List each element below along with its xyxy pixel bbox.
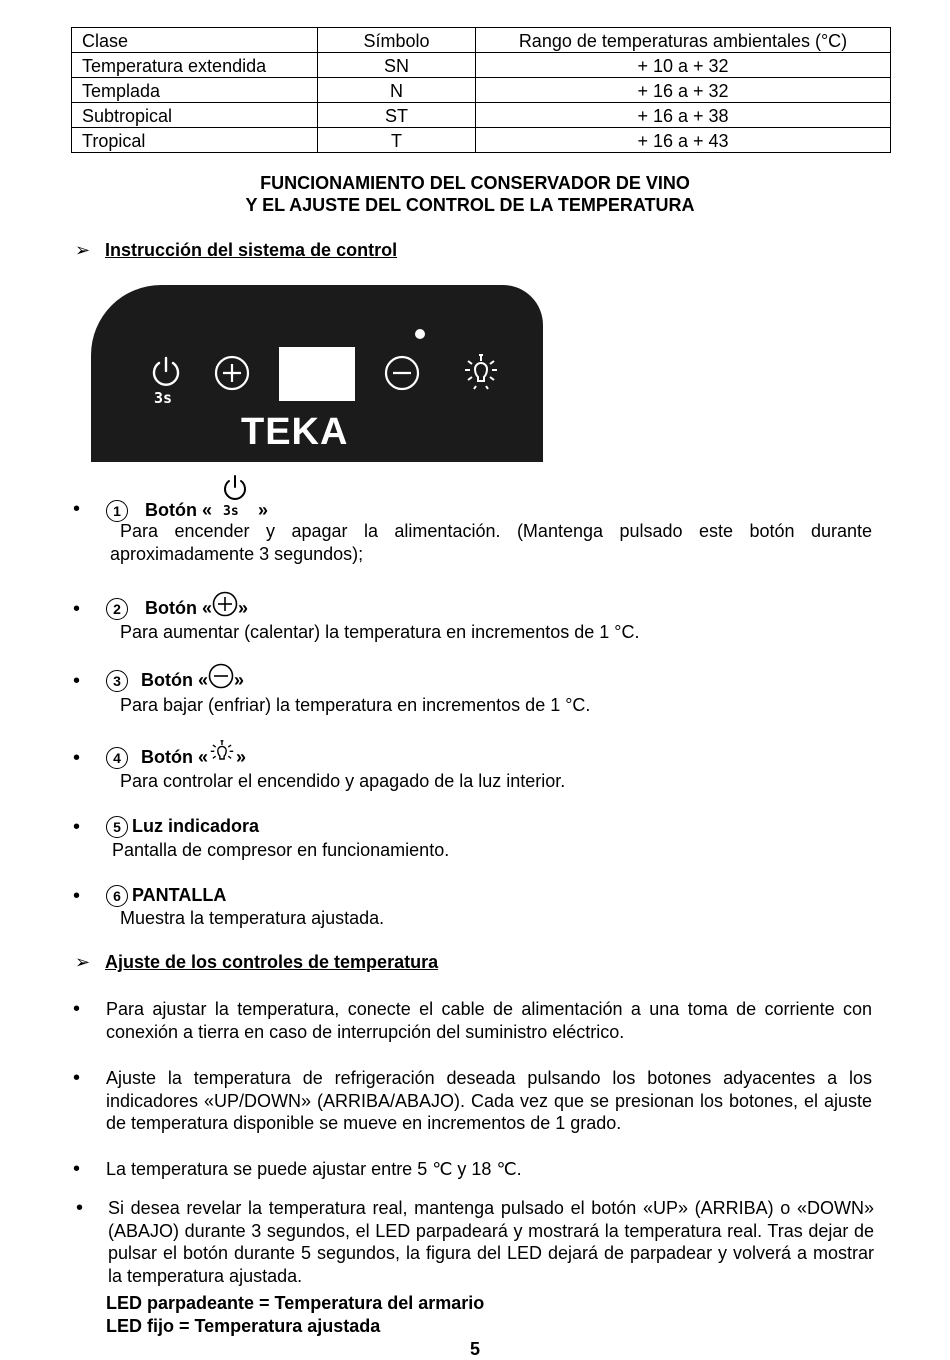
table-cell: Templada (72, 78, 318, 103)
item-description: Para encender y apagar la alimentación. (Mantenga pulsado este botón durante aproximadamente 3 segundos); (110, 521, 872, 564)
bullet-icon: • (76, 1197, 84, 1219)
bullet-icon: • (73, 670, 81, 692)
page-number: 5 (469, 1339, 480, 1359)
list-item-title (106, 816, 259, 838)
item-title-text: Botón « (145, 598, 213, 618)
bullet-icon: • (73, 498, 81, 520)
table-cell: + 10 a + 32 (476, 53, 891, 78)
item-title-suffix: » (234, 670, 245, 690)
item-number: 5 (106, 816, 128, 838)
paragraph: Para ajustar la temperatura, conecte el cable de alimentación a una toma de corriente con conexión a tierra en caso de interrupción del suministro eléctrico. (106, 999, 872, 1042)
item-number: 2 (106, 598, 128, 620)
item-description: Pantalla de compresor en funcionamiento. (112, 840, 450, 860)
display-screen (279, 347, 355, 401)
item-title-text: PANTALLA (132, 885, 227, 905)
table-cell: T (318, 128, 476, 153)
bullet-icon: • (73, 998, 81, 1020)
paragraph: Si desea revelar la temperatura real, mantenga pulsado el botón «UP» (ARRIBA) o «DOWN» (ABAJO) durante 3 segundos, el LED parpadeará y mostrará la temperatura real. Tras dejar de pulsar el botón durante 5 segundos, la figura del LED dejará de parpadear y volverá a mostrar la temperatura ajustada. (108, 1198, 874, 1286)
led-blinking-line: LED parpadeante = Temperatura del armario (106, 1293, 485, 1313)
item-title-text: Luz indicadora (132, 816, 260, 836)
section-heading-line-1: FUNCIONAMIENTO DEL CONSERVADOR DE VINO (260, 173, 690, 193)
led-fixed-line: LED fijo = Temperatura ajustada (106, 1316, 381, 1336)
list-item-title (106, 500, 268, 522)
hold-time-label: 3s (223, 504, 239, 520)
item-number: 3 (106, 670, 128, 692)
item-description: Para bajar (enfriar) la temperatura en incrementos de 1 °C. (120, 695, 591, 715)
table-header-cell: Símbolo (318, 28, 476, 53)
item-title-text: Botón « (145, 500, 213, 520)
item-description: Para controlar el encendido y apagado de la luz interior. (120, 771, 566, 791)
list-item-title (106, 670, 244, 692)
table-cell: + 16 a + 32 (476, 78, 891, 103)
list-item-title (106, 885, 226, 907)
table-cell: Temperatura extendida (72, 53, 318, 78)
table-cell: Subtropical (72, 103, 318, 128)
table-header-cell: Rango de temperaturas ambientales (°C) (476, 28, 891, 53)
table-cell: Tropical (72, 128, 318, 153)
table-row (72, 78, 891, 103)
plus-icon (214, 355, 250, 391)
table-cell: + 16 a + 43 (476, 128, 891, 153)
item-title-suffix: » (258, 500, 269, 520)
item-title-suffix: » (238, 598, 249, 618)
minus-icon (384, 355, 420, 391)
control-panel-illustration (91, 285, 543, 462)
table-header-row (72, 28, 891, 53)
table-cell: N (318, 78, 476, 103)
subsection-title: Instrucción del sistema de control (105, 240, 398, 260)
plus-icon (212, 591, 238, 617)
paragraph: La temperatura se puede ajustar entre 5 ℃ y 18 ℃. (106, 1159, 522, 1179)
paragraph: Ajuste la temperatura de refrigeración deseada pulsando los botones adyacentes a los indicadores «UP/DOWN» (ARRIBA/ABAJO). Cada vez que se presionan los botones, el ajuste de temperatura disponible se mueve en incrementos de 1 grado. (106, 1068, 872, 1133)
arrow-bullet-icon: ➢ (75, 240, 91, 260)
hold-time-label: 3s (154, 389, 173, 407)
light-bulb-icon (461, 351, 501, 391)
table-cell: + 16 a + 38 (476, 103, 891, 128)
bullet-icon: • (73, 747, 81, 769)
bullet-icon: • (73, 816, 81, 838)
brand-logo: TEKA (241, 411, 349, 453)
bullet-icon: • (73, 885, 81, 907)
item-description: Para aumentar (calentar) la temperatura en incrementos de 1 °C. (120, 622, 640, 642)
bullet-icon: • (73, 1067, 81, 1089)
bullet-icon: • (73, 598, 81, 620)
table-cell: ST (318, 103, 476, 128)
section-heading-line-2: Y EL AJUSTE DEL CONTROL DE LA TEMPERATURA (245, 195, 695, 215)
item-number: 4 (106, 747, 128, 769)
item-title-suffix: » (236, 747, 247, 767)
table-header-cell: Clase (72, 28, 318, 53)
list-item-title (106, 598, 248, 620)
item-description: Muestra la temperatura ajustada. (120, 908, 385, 928)
list-item-title (106, 747, 246, 769)
light-bulb-icon (208, 737, 236, 767)
table-row (72, 128, 891, 153)
power-icon (149, 355, 183, 389)
item-title-text: Botón « (141, 747, 209, 767)
item-title-text: Botón « (141, 670, 209, 690)
subsection-temperature-controls (75, 952, 438, 973)
table-cell: SN (318, 53, 476, 78)
item-number: 1 (106, 500, 128, 522)
table-row (72, 103, 891, 128)
table-row (72, 53, 891, 78)
climate-class-table (71, 27, 891, 153)
minus-icon (208, 663, 234, 689)
subsection-title: Ajuste de los controles de temperatura (105, 952, 439, 972)
indicator-light (415, 329, 425, 339)
bullet-icon: • (73, 1158, 81, 1180)
item-number: 6 (106, 885, 128, 907)
arrow-bullet-icon: ➢ (75, 952, 91, 972)
subsection-control-system (75, 240, 397, 261)
power-icon (217, 500, 253, 522)
